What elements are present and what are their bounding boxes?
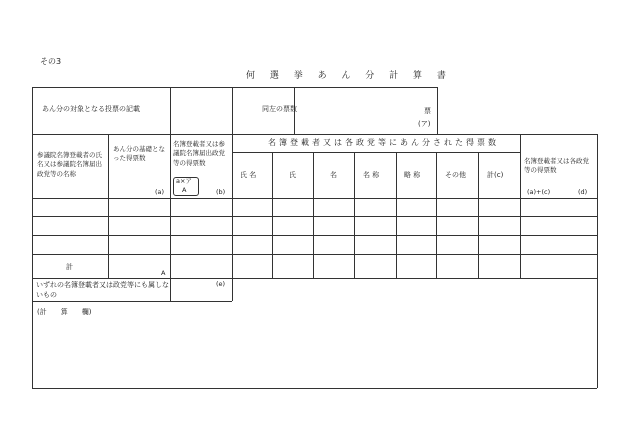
col-line-10 [520,134,521,278]
formula-denominator: A [182,186,187,194]
col-header-fullname: 氏 名 [240,171,257,179]
row-line-2 [32,216,597,217]
col-header-given-name: 名 [330,171,337,179]
row-line-1 [32,198,597,199]
total-votes-header: 名簿登載者又は各政党等の得票数 [524,157,589,175]
allocated-subheader-line [232,152,520,153]
total-marker: (d) [578,188,588,196]
row-line-4 [32,254,597,255]
same-left-label: 同左の票数 [262,105,297,113]
registered-votes-marker: (b) [216,188,226,196]
votes-unit: 票 [424,107,431,115]
top-divider-1 [170,87,171,134]
row-line-6 [32,301,232,302]
col-line-4 [272,152,273,278]
header-row-line [32,134,597,135]
total-formula: (a)+(c) [527,188,551,196]
top-divider-4 [437,87,438,134]
col-line-8 [436,152,437,278]
allocated-votes-header: 名簿登載者又は各政党等にあん分された得票数 [268,138,499,147]
form-number: その3 [40,57,62,66]
col-header-party-name: 名 称 [363,171,380,179]
table-border-left [32,87,33,388]
candidate-name-header: 参議院名簿登載者の氏名又は参議院名簿届出政党等の名称 [37,151,102,178]
form-title: 何 選 挙 あ ん 分 計 算 書 [246,71,452,81]
votes-marker: (ア) [418,120,431,128]
row-line-3 [32,235,597,236]
target-votes-label: あん分の対象となる投票の記載 [42,105,140,113]
basis-votes-header: あん分の基礎となった得票数 [113,145,165,163]
col-line-9 [478,152,479,278]
col-line-3 [232,134,233,301]
sum-row-label: 計 [66,263,73,271]
calculation-field-label: (計 算 欄) [37,308,92,316]
unaffiliated-votes-label: いずれの名簿登載者又は政党等にも属しないもの [36,281,169,300]
basis-votes-marker: (a) [155,188,165,196]
col-line-7 [396,152,397,278]
col-line-6 [354,152,355,278]
col-line-1 [108,134,109,278]
col-header-sum-c: 計(c) [487,171,504,179]
table-border-right [597,134,598,388]
table-border-bottom [32,388,597,389]
registered-votes-header: 名簿登載者又は参議院名簿届出政党等の得票数 [173,140,225,167]
top-divider-2 [232,87,233,134]
col-header-other: その他 [445,171,466,179]
col-line-2 [170,134,171,301]
unaffiliated-votes-marker: (e) [216,280,226,288]
row-line-5 [32,278,597,279]
table-border-top [32,87,437,88]
col-header-abbreviation: 略 称 [404,171,421,179]
formula-numerator: a×ア [176,177,192,185]
col-line-5 [313,152,314,278]
sum-row-value: A [161,269,166,277]
col-header-surname: 氏 [289,171,296,179]
